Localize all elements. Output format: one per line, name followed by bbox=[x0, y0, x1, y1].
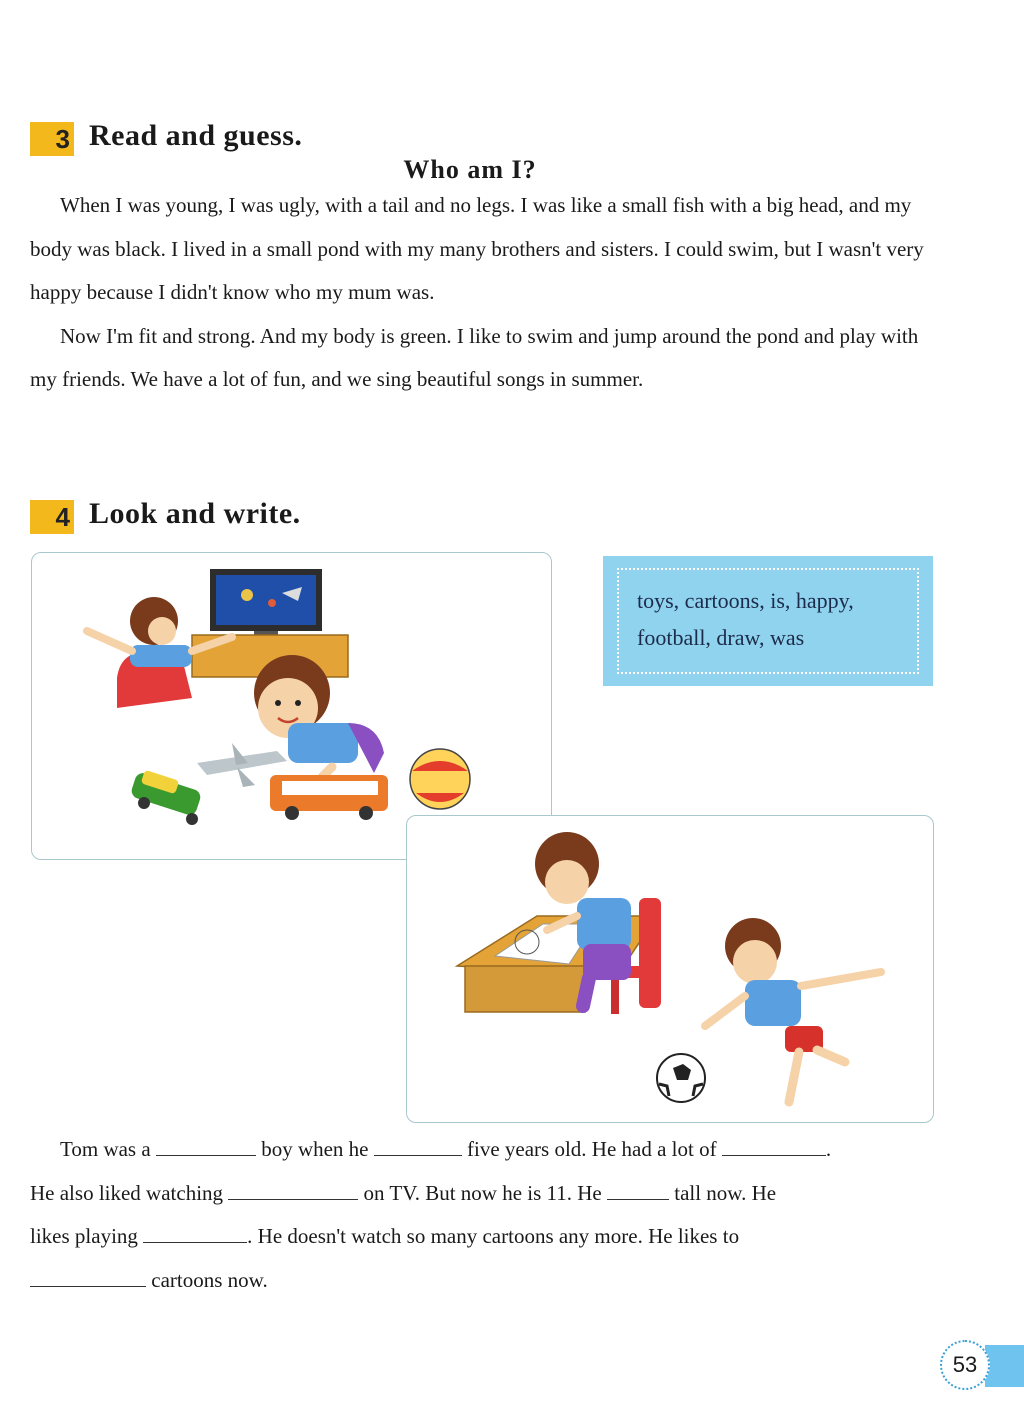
fill-line-3 bbox=[30, 1215, 950, 1259]
fill-line-2 bbox=[30, 1172, 950, 1216]
fill-text-7: tall now. He bbox=[674, 1180, 777, 1205]
football-icon bbox=[657, 1054, 705, 1102]
young-tom-illustration bbox=[32, 553, 551, 859]
section-3-title: Read and guess. bbox=[89, 119, 303, 152]
picture-young-tom bbox=[31, 552, 552, 860]
fill-text-1: Tom was a bbox=[60, 1137, 151, 1161]
toy-bus-icon bbox=[270, 775, 388, 820]
word-bank-line-2: football, draw, was bbox=[637, 625, 805, 650]
answer-blank-2[interactable] bbox=[374, 1137, 462, 1156]
section-3-number: 3 bbox=[30, 122, 74, 156]
word-bank-border bbox=[617, 568, 919, 674]
fill-text-3: five years old. He had a lot of bbox=[467, 1137, 717, 1161]
fill-text-9: . He doesn't watch so many cartoons any more. He likes to bbox=[247, 1224, 740, 1248]
page-number: 53 bbox=[940, 1340, 990, 1390]
fill-text-2: boy when he bbox=[261, 1137, 369, 1161]
answer-blank-5[interactable] bbox=[607, 1181, 669, 1200]
answer-blank-7[interactable] bbox=[30, 1268, 146, 1287]
picture-tom-now bbox=[406, 815, 934, 1123]
fill-text-6: on TV. But now he is 11. He bbox=[363, 1180, 602, 1205]
fill-line-1 bbox=[30, 1128, 950, 1172]
toy-car-icon bbox=[130, 770, 203, 825]
answer-blank-3[interactable] bbox=[722, 1137, 826, 1156]
ball-icon bbox=[410, 749, 470, 809]
story-paragraph-1: When I was young, I was ugly, with a tail and no legs. I was like a small fish with a big head, and my body was black. I lived in a small pond with my many brothers and sisters. I could swim, but I wasn't very happy because I didn't know who my mum was. bbox=[30, 193, 924, 304]
tom-now-illustration bbox=[407, 816, 933, 1122]
fill-text-8: likes playing bbox=[30, 1224, 138, 1248]
boy-playing-football-icon bbox=[705, 918, 881, 1102]
word-bank-line-1: toys, cartoons, is, happy, bbox=[637, 588, 854, 613]
fill-in-text bbox=[30, 1128, 950, 1302]
fill-line-4 bbox=[30, 1259, 950, 1303]
section-4-number: 4 bbox=[30, 500, 74, 534]
answer-blank-4[interactable] bbox=[228, 1181, 358, 1200]
answer-blank-1[interactable] bbox=[156, 1137, 256, 1156]
story-title: Who am I? bbox=[403, 155, 537, 184]
fill-text-4: . bbox=[825, 1137, 832, 1161]
page-edge-tab bbox=[985, 1345, 1024, 1387]
story-paragraph-2: Now I'm fit and strong. And my body is green. I like to swim and jump around the pond and play with my friends. We have a lot of fun, and we sing beautiful songs in summer. bbox=[30, 323, 919, 391]
section-4-title: Look and write. bbox=[89, 497, 301, 530]
story-text bbox=[30, 184, 940, 402]
fill-text-5: He also liked watching bbox=[30, 1180, 224, 1205]
fill-text-10: cartoons now. bbox=[151, 1267, 268, 1292]
word-bank bbox=[603, 556, 933, 686]
tv-icon bbox=[210, 569, 322, 639]
answer-blank-6[interactable] bbox=[143, 1224, 247, 1243]
